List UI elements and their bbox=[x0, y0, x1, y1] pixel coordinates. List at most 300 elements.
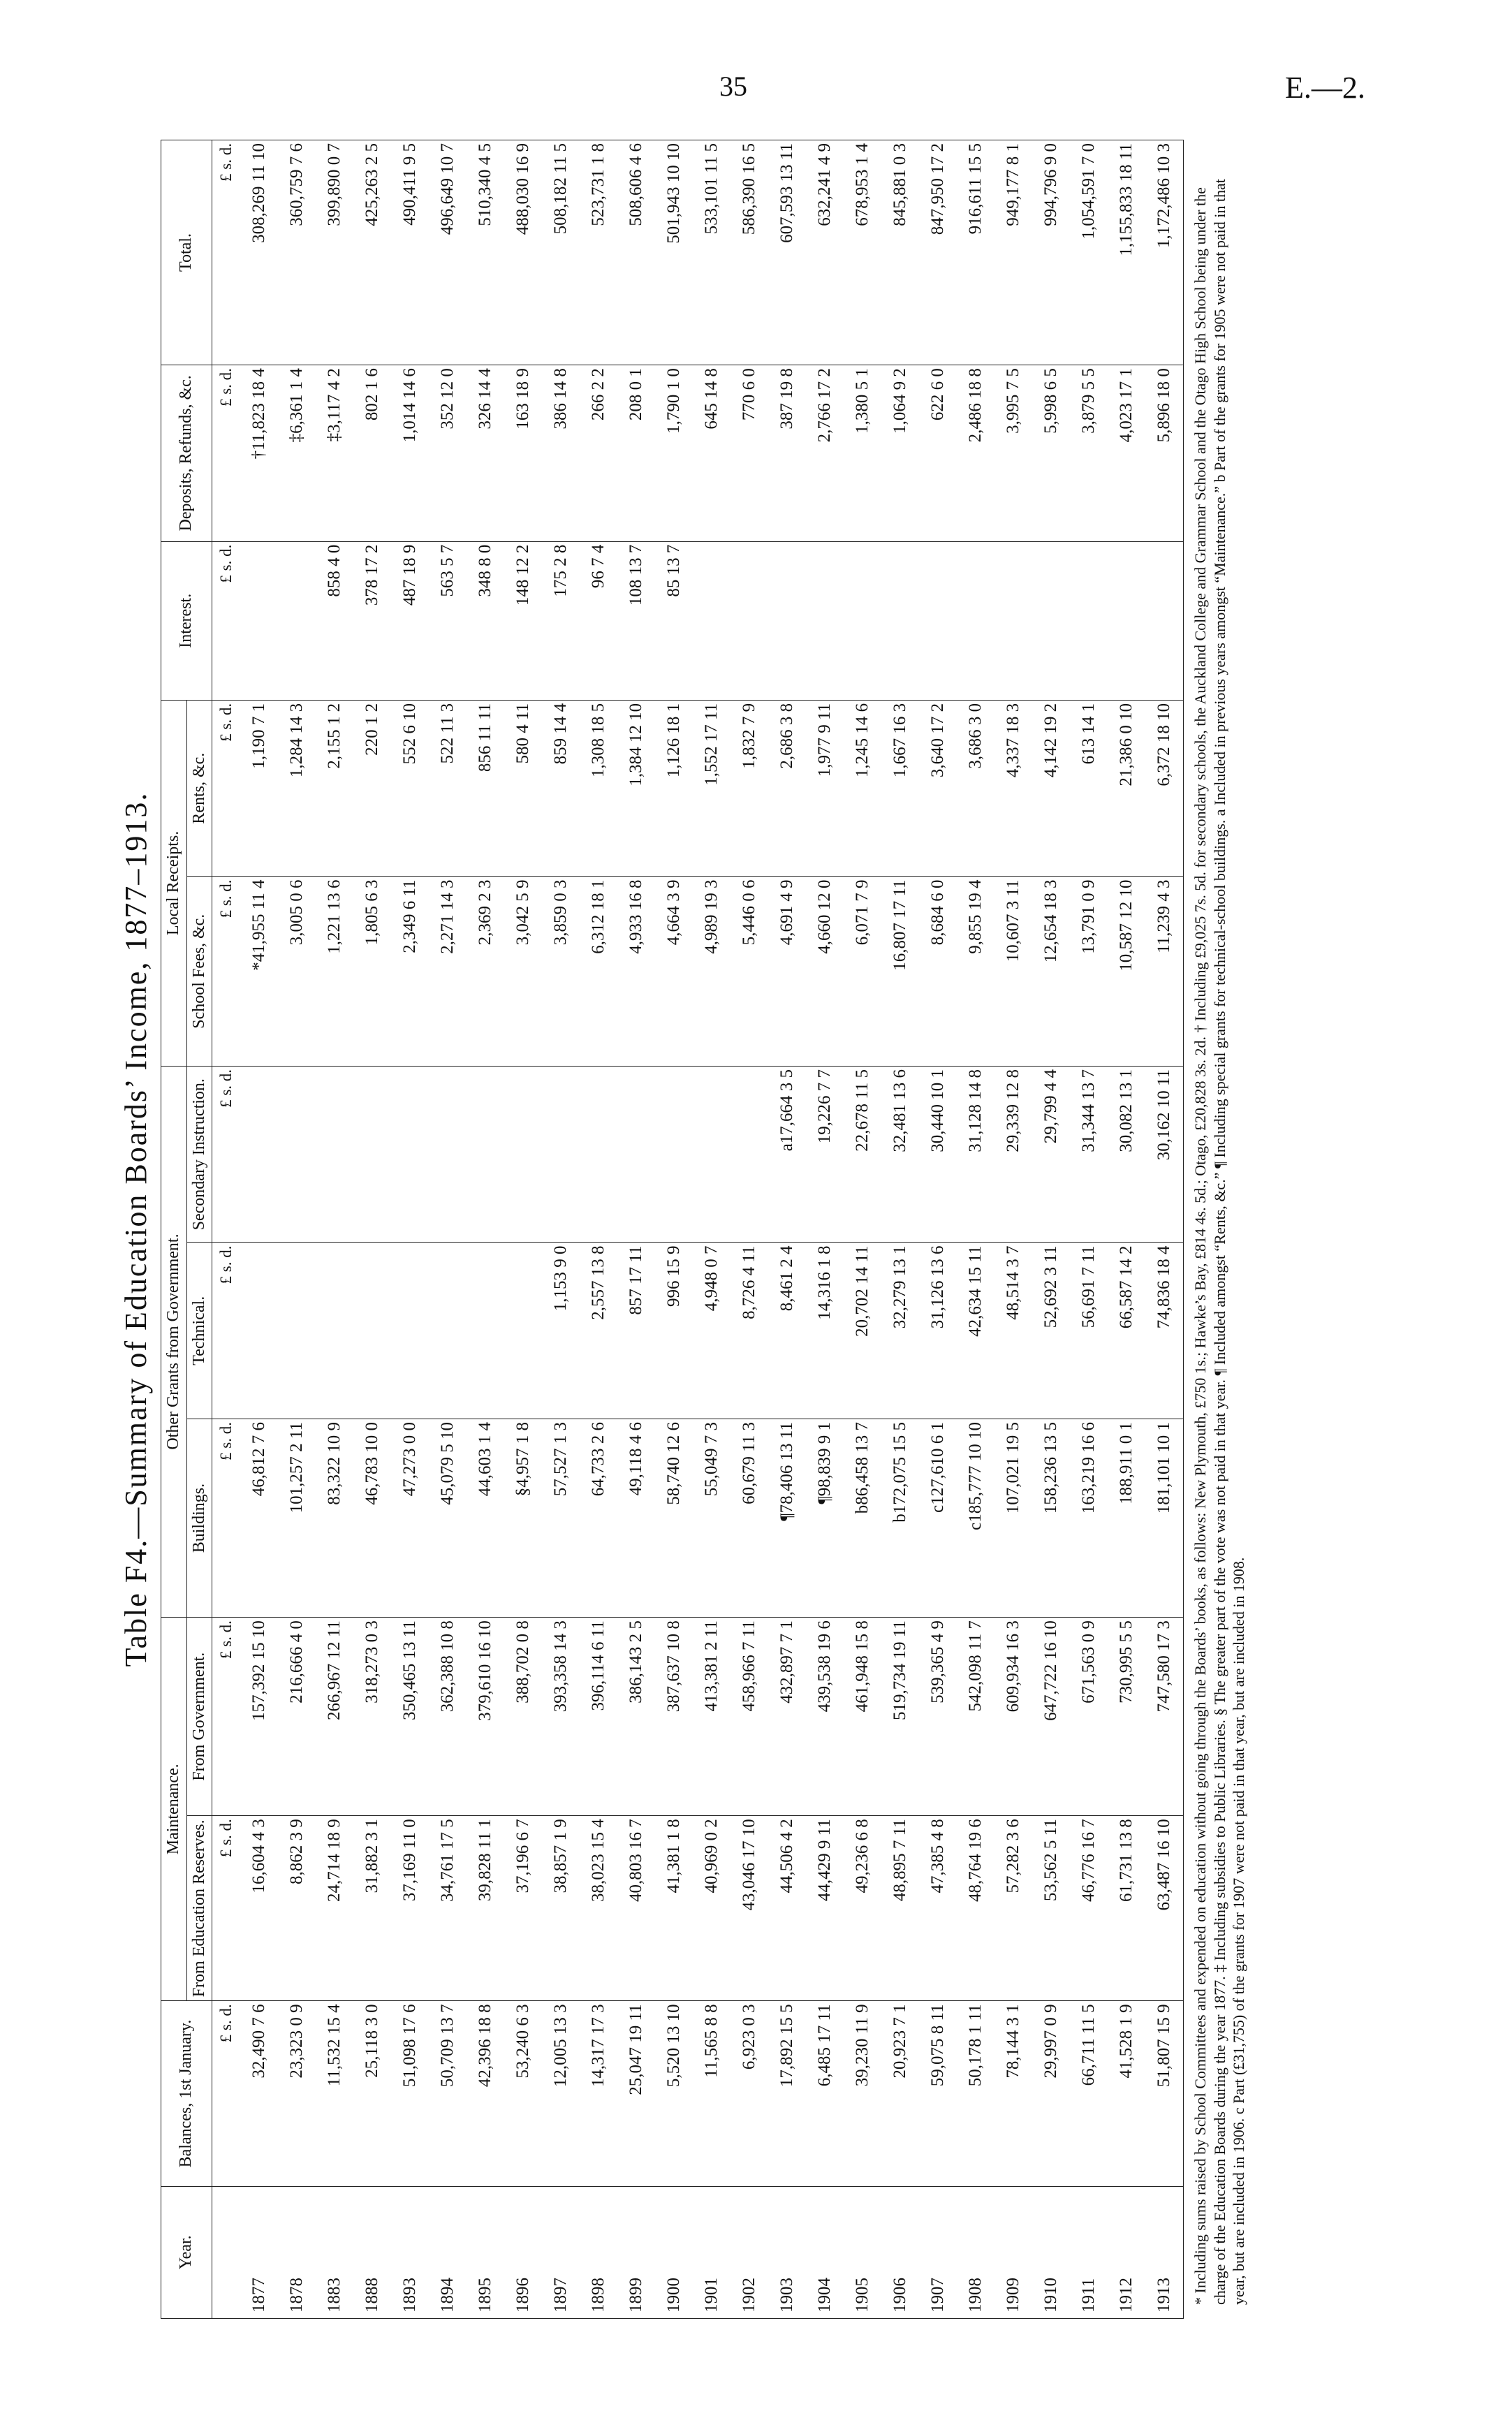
school-fees-cell: 10,587 12 10 bbox=[1108, 877, 1145, 1066]
government-cell: 413,381 2 11 bbox=[693, 1618, 731, 1816]
secondary-cell: 19,226 7 7 bbox=[806, 1066, 844, 1243]
total-cell: 496,649 10 7 bbox=[429, 140, 467, 365]
balance-cell: 6,923 0 3 bbox=[731, 2001, 768, 2186]
rents-cell: 2,155 1 2 bbox=[316, 700, 353, 877]
year-cell: 1894 bbox=[429, 2186, 467, 2318]
school-fees-cell: 3,005 0 6 bbox=[278, 877, 316, 1066]
secondary-cell: 31,128 14 8 bbox=[957, 1066, 994, 1243]
government-cell: 671,563 0 9 bbox=[1070, 1618, 1108, 1816]
interest-cell bbox=[1070, 541, 1108, 700]
total-cell: 678,953 1 4 bbox=[844, 140, 881, 365]
table-row bbox=[693, 140, 731, 2319]
deposits-cell: 3,879 5 5 bbox=[1070, 365, 1108, 542]
technical-cell: 32,279 13 1 bbox=[881, 1243, 919, 1419]
income-summary-table bbox=[161, 140, 1184, 2319]
deposits-cell: 3,995 7 5 bbox=[994, 365, 1032, 542]
total-cell: 994,796 9 0 bbox=[1032, 140, 1070, 365]
school-fees-cell: 6,071 7 9 bbox=[844, 877, 881, 1066]
school-fees-cell: 4,933 16 8 bbox=[617, 877, 655, 1066]
table-title: Table F4.—Summary of Education Boards’ Income, 1877–1913. bbox=[119, 791, 153, 1667]
technical-cell: 20,702 14 11 bbox=[844, 1243, 881, 1419]
deposits-cell: 5,896 18 0 bbox=[1145, 365, 1184, 542]
col-maintenance: Maintenance. bbox=[161, 1618, 187, 2001]
school-fees-cell: 4,660 12 0 bbox=[806, 877, 844, 1066]
school-fees-cell: 2,349 6 11 bbox=[391, 877, 429, 1066]
unit-cell: £ s. d. bbox=[212, 700, 241, 877]
school-fees-cell: 4,664 3 9 bbox=[655, 877, 693, 1066]
total-cell: 490,411 9 5 bbox=[391, 140, 429, 365]
total-cell: 586,390 16 5 bbox=[731, 140, 768, 365]
col-secondary: Secondary Instruction. bbox=[186, 1066, 212, 1243]
buildings-cell: 46,783 10 0 bbox=[353, 1419, 391, 1618]
deposits-cell: 266 2 2 bbox=[580, 365, 617, 542]
secondary-cell bbox=[617, 1066, 655, 1243]
government-cell: 647,722 16 10 bbox=[1032, 1618, 1070, 1816]
interest-cell bbox=[1032, 541, 1070, 700]
government-cell: 362,388 10 8 bbox=[429, 1618, 467, 1816]
government-cell: 747,580 17 3 bbox=[1145, 1618, 1184, 1816]
technical-cell: 31,126 13 6 bbox=[919, 1243, 957, 1419]
unit-cell: £ s. d. bbox=[212, 877, 241, 1066]
school-fees-cell: 6,312 18 1 bbox=[580, 877, 617, 1066]
deposits-cell: 4,023 17 1 bbox=[1108, 365, 1145, 542]
col-balances: Balances, 1st January. bbox=[161, 2001, 212, 2186]
buildings-cell: 44,603 1 4 bbox=[467, 1419, 504, 1618]
school-fees-cell: 12,654 18 3 bbox=[1032, 877, 1070, 1066]
technical-cell: 8,726 4 11 bbox=[731, 1243, 768, 1419]
table-row bbox=[580, 140, 617, 2319]
balance-cell: 14,317 17 3 bbox=[580, 2001, 617, 2186]
balance-cell: 17,892 15 5 bbox=[768, 2001, 806, 2186]
balance-cell: 53,240 6 3 bbox=[504, 2001, 542, 2186]
rents-cell: 220 1 2 bbox=[353, 700, 391, 877]
table-row bbox=[768, 140, 806, 2319]
technical-cell: 996 15 9 bbox=[655, 1243, 693, 1419]
total-cell: 508,182 11 5 bbox=[542, 140, 580, 365]
reserves-cell: 44,506 4 2 bbox=[768, 1816, 806, 2001]
balance-cell: 50,709 13 7 bbox=[429, 2001, 467, 2186]
reserves-cell: 53,562 5 11 bbox=[1032, 1816, 1070, 2001]
year-cell: 1901 bbox=[693, 2186, 731, 2318]
rents-cell: 6,372 18 10 bbox=[1145, 700, 1184, 877]
deposits-cell: ‡6,361 1 4 bbox=[278, 365, 316, 542]
buildings-cell: b86,458 13 7 bbox=[844, 1419, 881, 1618]
deposits-cell: 1,380 5 1 bbox=[844, 365, 881, 542]
unit-cell: £ s. d. bbox=[212, 365, 241, 542]
deposits-cell: 1,014 14 6 bbox=[391, 365, 429, 542]
reserves-cell: 49,236 6 8 bbox=[844, 1816, 881, 2001]
technical-cell: 74,836 18 4 bbox=[1145, 1243, 1184, 1419]
government-cell: 542,098 11 7 bbox=[957, 1618, 994, 1816]
reserves-cell: 39,828 11 1 bbox=[467, 1816, 504, 2001]
government-cell: 266,967 12 11 bbox=[316, 1618, 353, 1816]
year-cell: 1912 bbox=[1108, 2186, 1145, 2318]
col-interest: Interest. bbox=[161, 541, 212, 700]
interest-cell bbox=[919, 541, 957, 700]
deposits-cell: 770 6 0 bbox=[731, 365, 768, 542]
secondary-cell bbox=[353, 1066, 391, 1243]
balance-cell: 29,997 0 9 bbox=[1032, 2001, 1070, 2186]
interest-cell: 175 2 8 bbox=[542, 541, 580, 700]
col-technical: Technical. bbox=[186, 1243, 212, 1419]
total-cell: 399,890 0 7 bbox=[316, 140, 353, 365]
buildings-cell: 45,079 5 10 bbox=[429, 1419, 467, 1618]
year-cell: 1896 bbox=[504, 2186, 542, 2318]
school-fees-cell: 1,805 6 3 bbox=[353, 877, 391, 1066]
year-cell: 1895 bbox=[467, 2186, 504, 2318]
table-row bbox=[994, 140, 1032, 2319]
buildings-cell: §4,957 1 8 bbox=[504, 1419, 542, 1618]
interest-cell bbox=[806, 541, 844, 700]
buildings-cell: 57,527 1 3 bbox=[542, 1419, 580, 1618]
balance-cell: 5,520 13 10 bbox=[655, 2001, 693, 2186]
buildings-cell: 83,322 10 9 bbox=[316, 1419, 353, 1618]
deposits-cell: 208 0 1 bbox=[617, 365, 655, 542]
total-cell: 425,263 2 5 bbox=[353, 140, 391, 365]
unit-cell: £ s. d. bbox=[212, 140, 241, 365]
school-fees-cell: 4,989 19 3 bbox=[693, 877, 731, 1066]
table-row bbox=[542, 140, 580, 2319]
year-cell: 1898 bbox=[580, 2186, 617, 2318]
balance-cell: 25,118 3 0 bbox=[353, 2001, 391, 2186]
year-cell: 1903 bbox=[768, 2186, 806, 2318]
deposits-cell: 387 19 8 bbox=[768, 365, 806, 542]
school-fees-cell: 2,271 14 3 bbox=[429, 877, 467, 1066]
buildings-cell: 107,021 19 5 bbox=[994, 1419, 1032, 1618]
technical-cell bbox=[467, 1243, 504, 1419]
table-row bbox=[1070, 140, 1108, 2319]
table-row bbox=[316, 140, 353, 2319]
year-cell: 1877 bbox=[240, 2186, 278, 2318]
government-cell: 730,995 5 5 bbox=[1108, 1618, 1145, 1816]
government-cell: 157,392 15 10 bbox=[240, 1618, 278, 1816]
reserves-cell: 16,604 4 3 bbox=[240, 1816, 278, 2001]
deposits-cell: 352 12 0 bbox=[429, 365, 467, 542]
reserves-cell: 61,731 13 8 bbox=[1108, 1816, 1145, 2001]
year-cell: 1905 bbox=[844, 2186, 881, 2318]
interest-cell bbox=[278, 541, 316, 700]
deposits-cell: 622 6 0 bbox=[919, 365, 957, 542]
total-cell: 360,759 7 6 bbox=[278, 140, 316, 365]
balance-cell: 66,711 11 5 bbox=[1070, 2001, 1108, 2186]
year-cell: 1893 bbox=[391, 2186, 429, 2318]
reserves-cell: 40,803 16 7 bbox=[617, 1816, 655, 2001]
government-cell: 388,702 0 8 bbox=[504, 1618, 542, 1816]
school-fees-cell: 8,684 6 0 bbox=[919, 877, 957, 1066]
rents-cell: 1,552 17 11 bbox=[693, 700, 731, 877]
footnote-text: * Including sums raised by School Committees and expended on education without going through the Boards’ books, as follows: New Plymouth, £750 1s.; Hawke’s Bay, £814 4s. 5d.; Otago, £20,828 3s. 2d. † Including £9,025 7s. 5d. for secondary schools, the Auckland College and Grammar School and the Otago High School being under the charge of the Education Boards during the year 1877. ‡ Including subsidies to Public Libraries. § The greater part of the vote was not paid in that year. ¶ Included amongst “Rents, &c.” ¶ Including special grants for technical-school buildings. a Included in previous years amongst “Maintenance.” b Part of the grants for 1905 were not paid in that year, but are included in 1906. c Part (£31,755) of the grants for 1907 were not paid in that year, but are included in 1908. bbox=[1191, 179, 1248, 2305]
unit-cell: £ s. d. bbox=[212, 1243, 241, 1419]
table-row bbox=[881, 140, 919, 2319]
government-cell: 461,948 15 8 bbox=[844, 1618, 881, 1816]
reserves-cell: 31,882 3 1 bbox=[353, 1816, 391, 2001]
rents-cell: 2,686 3 8 bbox=[768, 700, 806, 877]
reserves-cell: 37,169 11 0 bbox=[391, 1816, 429, 2001]
school-fees-cell: 11,239 4 3 bbox=[1145, 877, 1184, 1066]
buildings-cell: 101,257 2 11 bbox=[278, 1419, 316, 1618]
rents-cell: 1,190 7 1 bbox=[240, 700, 278, 877]
interest-cell: 85 13 7 bbox=[655, 541, 693, 700]
total-cell: 533,101 11 5 bbox=[693, 140, 731, 365]
deposits-cell: †11,823 18 4 bbox=[240, 365, 278, 542]
technical-cell: 2,557 13 8 bbox=[580, 1243, 617, 1419]
year-cell: 1902 bbox=[731, 2186, 768, 2318]
deposits-cell: ‡3,117 4 2 bbox=[316, 365, 353, 542]
technical-cell bbox=[504, 1243, 542, 1419]
deposits-cell: 386 14 8 bbox=[542, 365, 580, 542]
table-row bbox=[806, 140, 844, 2319]
reserves-cell: 34,761 17 5 bbox=[429, 1816, 467, 2001]
interest-cell bbox=[240, 541, 278, 700]
technical-cell bbox=[278, 1243, 316, 1419]
rents-cell: 4,337 18 3 bbox=[994, 700, 1032, 877]
secondary-cell: 31,344 13 7 bbox=[1070, 1066, 1108, 1243]
balance-cell: 32,490 7 6 bbox=[240, 2001, 278, 2186]
secondary-cell bbox=[580, 1066, 617, 1243]
reserves-cell: 57,282 3 6 bbox=[994, 1816, 1032, 2001]
technical-cell: 857 17 11 bbox=[617, 1243, 655, 1419]
total-cell: 501,943 10 10 bbox=[655, 140, 693, 365]
technical-cell: 8,461 2 4 bbox=[768, 1243, 806, 1419]
balance-cell: 20,923 7 1 bbox=[881, 2001, 919, 2186]
interest-cell: 858 4 0 bbox=[316, 541, 353, 700]
table-row bbox=[391, 140, 429, 2319]
government-cell: 318,273 0 3 bbox=[353, 1618, 391, 1816]
government-cell: 458,966 7 11 bbox=[731, 1618, 768, 1816]
col-year: Year. bbox=[161, 2186, 212, 2318]
secondary-cell: 30,162 10 11 bbox=[1145, 1066, 1184, 1243]
reserves-cell: 37,196 6 7 bbox=[504, 1816, 542, 2001]
unit-cell: £ s. d. bbox=[212, 1419, 241, 1618]
interest-cell: 378 17 2 bbox=[353, 541, 391, 700]
buildings-cell: ¶78,406 13 11 bbox=[768, 1419, 806, 1618]
reserves-cell: 38,023 15 4 bbox=[580, 1816, 617, 2001]
rents-cell: 1,245 14 6 bbox=[844, 700, 881, 877]
year-cell: 1911 bbox=[1070, 2186, 1108, 2318]
secondary-cell: 32,481 13 6 bbox=[881, 1066, 919, 1243]
year-cell: 1908 bbox=[957, 2186, 994, 2318]
government-cell: 216,666 4 0 bbox=[278, 1618, 316, 1816]
table-row bbox=[240, 140, 278, 2319]
government-cell: 386,143 2 5 bbox=[617, 1618, 655, 1816]
rents-cell: 1,832 7 9 bbox=[731, 700, 768, 877]
year-cell: 1878 bbox=[278, 2186, 316, 2318]
school-fees-cell: 5,446 0 6 bbox=[731, 877, 768, 1066]
interest-cell: 148 12 2 bbox=[504, 541, 542, 700]
balance-cell: 39,230 11 9 bbox=[844, 2001, 881, 2186]
government-cell: 609,934 16 3 bbox=[994, 1618, 1032, 1816]
government-cell: 387,637 10 8 bbox=[655, 1618, 693, 1816]
technical-cell: 66,587 14 2 bbox=[1108, 1243, 1145, 1419]
school-fees-cell: *41,955 11 4 bbox=[240, 877, 278, 1066]
rents-cell: 1,977 9 11 bbox=[806, 700, 844, 877]
interest-cell: 348 8 0 bbox=[467, 541, 504, 700]
table-row bbox=[1108, 140, 1145, 2319]
total-cell: 632,241 4 9 bbox=[806, 140, 844, 365]
total-cell: 508,606 4 6 bbox=[617, 140, 655, 365]
year-cell: 1909 bbox=[994, 2186, 1032, 2318]
government-cell: 439,538 19 6 bbox=[806, 1618, 844, 1816]
col-rents: Rents, &c. bbox=[186, 700, 212, 877]
school-fees-cell: 3,042 5 9 bbox=[504, 877, 542, 1066]
units-row bbox=[212, 140, 241, 2319]
buildings-cell: b172,075 15 5 bbox=[881, 1419, 919, 1618]
year-cell: 1883 bbox=[316, 2186, 353, 2318]
table-row bbox=[467, 140, 504, 2319]
deposits-cell: 5,998 6 5 bbox=[1032, 365, 1070, 542]
year-cell: 1888 bbox=[353, 2186, 391, 2318]
secondary-cell: a17,664 3 5 bbox=[768, 1066, 806, 1243]
balance-cell: 41,528 1 9 bbox=[1108, 2001, 1145, 2186]
buildings-cell: 49,118 4 6 bbox=[617, 1419, 655, 1618]
technical-cell: 4,948 0 7 bbox=[693, 1243, 731, 1419]
rents-cell: 1,384 12 10 bbox=[617, 700, 655, 877]
secondary-cell bbox=[542, 1066, 580, 1243]
total-cell: 1,155,833 18 11 bbox=[1108, 140, 1145, 365]
technical-cell: 48,514 3 7 bbox=[994, 1243, 1032, 1419]
total-cell: 607,593 13 11 bbox=[768, 140, 806, 365]
secondary-cell bbox=[316, 1066, 353, 1243]
reserves-cell: 48,895 7 11 bbox=[881, 1816, 919, 2001]
year-cell: 1913 bbox=[1145, 2186, 1184, 2318]
technical-cell: 42,634 15 11 bbox=[957, 1243, 994, 1419]
deposits-cell: 2,766 17 2 bbox=[806, 365, 844, 542]
technical-cell bbox=[240, 1243, 278, 1419]
unit-cell: £ s. d. bbox=[212, 1618, 241, 1816]
interest-cell bbox=[1145, 541, 1184, 700]
balance-cell: 59,075 8 11 bbox=[919, 2001, 957, 2186]
interest-cell: 487 18 9 bbox=[391, 541, 429, 700]
rents-cell: 4,142 19 2 bbox=[1032, 700, 1070, 877]
reserves-cell: 43,046 17 10 bbox=[731, 1816, 768, 2001]
buildings-cell: ¶98,839 9 1 bbox=[806, 1419, 844, 1618]
technical-cell: 14,316 1 8 bbox=[806, 1243, 844, 1419]
buildings-cell: 181,101 10 1 bbox=[1145, 1419, 1184, 1618]
total-cell: 1,054,591 7 0 bbox=[1070, 140, 1108, 365]
technical-cell bbox=[429, 1243, 467, 1419]
technical-cell: 52,692 3 11 bbox=[1032, 1243, 1070, 1419]
year-cell: 1899 bbox=[617, 2186, 655, 2318]
unit-cell bbox=[212, 2186, 241, 2318]
total-cell: 523,731 1 8 bbox=[580, 140, 617, 365]
unit-cell: £ s. d. bbox=[212, 1816, 241, 2001]
deposits-cell: 645 14 8 bbox=[693, 365, 731, 542]
interest-cell bbox=[994, 541, 1032, 700]
secondary-cell bbox=[240, 1066, 278, 1243]
interest-cell bbox=[731, 541, 768, 700]
rents-cell: 1,667 16 3 bbox=[881, 700, 919, 877]
secondary-cell: 29,339 12 8 bbox=[994, 1066, 1032, 1243]
secondary-cell: 30,082 13 1 bbox=[1108, 1066, 1145, 1243]
table-row bbox=[353, 140, 391, 2319]
balance-cell: 25,047 19 11 bbox=[617, 2001, 655, 2186]
rents-cell: 21,386 0 10 bbox=[1108, 700, 1145, 877]
balance-cell: 50,178 1 11 bbox=[957, 2001, 994, 2186]
secondary-cell bbox=[655, 1066, 693, 1243]
deposits-cell: 1,790 1 0 bbox=[655, 365, 693, 542]
secondary-cell bbox=[693, 1066, 731, 1243]
deposits-cell: 802 1 6 bbox=[353, 365, 391, 542]
reserves-cell: 38,857 1 9 bbox=[542, 1816, 580, 2001]
buildings-cell: 55,049 7 3 bbox=[693, 1419, 731, 1618]
year-cell: 1907 bbox=[919, 2186, 957, 2318]
interest-cell: 563 5 7 bbox=[429, 541, 467, 700]
footnotes bbox=[1191, 140, 1249, 2319]
reserves-cell: 8,862 3 9 bbox=[278, 1816, 316, 2001]
col-school-fees: School Fees, &c. bbox=[186, 877, 212, 1066]
secondary-cell bbox=[278, 1066, 316, 1243]
balance-cell: 12,005 13 3 bbox=[542, 2001, 580, 2186]
interest-cell bbox=[881, 541, 919, 700]
interest-cell bbox=[1108, 541, 1145, 700]
reserves-cell: 40,969 0 2 bbox=[693, 1816, 731, 2001]
school-fees-cell: 10,607 3 11 bbox=[994, 877, 1032, 1066]
interest-cell bbox=[844, 541, 881, 700]
buildings-cell: c185,777 10 10 bbox=[957, 1419, 994, 1618]
balance-cell: 51,807 15 9 bbox=[1145, 2001, 1184, 2186]
rents-cell: 859 14 4 bbox=[542, 700, 580, 877]
balance-cell: 11,532 15 4 bbox=[316, 2001, 353, 2186]
year-cell: 1904 bbox=[806, 2186, 844, 2318]
government-cell: 432,897 7 1 bbox=[768, 1618, 806, 1816]
unit-cell: £ s. d. bbox=[212, 2001, 241, 2186]
table-row bbox=[731, 140, 768, 2319]
rents-cell: 1,126 18 1 bbox=[655, 700, 693, 877]
year-cell: 1897 bbox=[542, 2186, 580, 2318]
reserves-cell: 47,385 4 8 bbox=[919, 1816, 957, 2001]
deposits-cell: 326 14 4 bbox=[467, 365, 504, 542]
school-fees-cell: 1,221 13 6 bbox=[316, 877, 353, 1066]
government-cell: 379,610 16 10 bbox=[467, 1618, 504, 1816]
col-total: Total. bbox=[161, 140, 212, 365]
technical-cell bbox=[391, 1243, 429, 1419]
total-cell: 916,611 15 5 bbox=[957, 140, 994, 365]
interest-cell bbox=[957, 541, 994, 700]
deposits-cell: 163 18 9 bbox=[504, 365, 542, 542]
rents-cell: 552 6 10 bbox=[391, 700, 429, 877]
col-local-receipts: Local Receipts. bbox=[161, 700, 187, 1066]
document-code: E.—2. bbox=[1285, 71, 1365, 105]
total-cell: 949,177 8 1 bbox=[994, 140, 1032, 365]
table-body bbox=[212, 140, 1184, 2319]
buildings-cell: c127,610 6 1 bbox=[919, 1419, 957, 1618]
school-fees-cell: 9,855 19 4 bbox=[957, 877, 994, 1066]
total-cell: 1,172,486 10 3 bbox=[1145, 140, 1184, 365]
table-row bbox=[919, 140, 957, 2319]
col-maint-government: From Government. bbox=[186, 1618, 212, 1816]
secondary-cell bbox=[504, 1066, 542, 1243]
rents-cell: 1,284 14 3 bbox=[278, 700, 316, 877]
balance-cell: 42,396 18 8 bbox=[467, 2001, 504, 2186]
secondary-cell: 30,440 10 1 bbox=[919, 1066, 957, 1243]
total-cell: 847,950 17 2 bbox=[919, 140, 957, 365]
rents-cell: 856 11 11 bbox=[467, 700, 504, 877]
balance-cell: 11,565 8 8 bbox=[693, 2001, 731, 2186]
year-cell: 1906 bbox=[881, 2186, 919, 2318]
government-cell: 396,114 6 11 bbox=[580, 1618, 617, 1816]
rotated-table-block bbox=[112, 140, 1446, 2319]
school-fees-cell: 3,859 0 3 bbox=[542, 877, 580, 1066]
secondary-cell bbox=[391, 1066, 429, 1243]
government-cell: 539,365 4 9 bbox=[919, 1618, 957, 1816]
reserves-cell: 24,714 18 9 bbox=[316, 1816, 353, 2001]
interest-cell: 108 13 7 bbox=[617, 541, 655, 700]
school-fees-cell: 13,791 0 9 bbox=[1070, 877, 1108, 1066]
year-cell: 1910 bbox=[1032, 2186, 1070, 2318]
balance-cell: 23,323 0 9 bbox=[278, 2001, 316, 2186]
reserves-cell: 46,776 16 7 bbox=[1070, 1816, 1108, 2001]
unit-cell: £ s. d. bbox=[212, 1066, 241, 1243]
